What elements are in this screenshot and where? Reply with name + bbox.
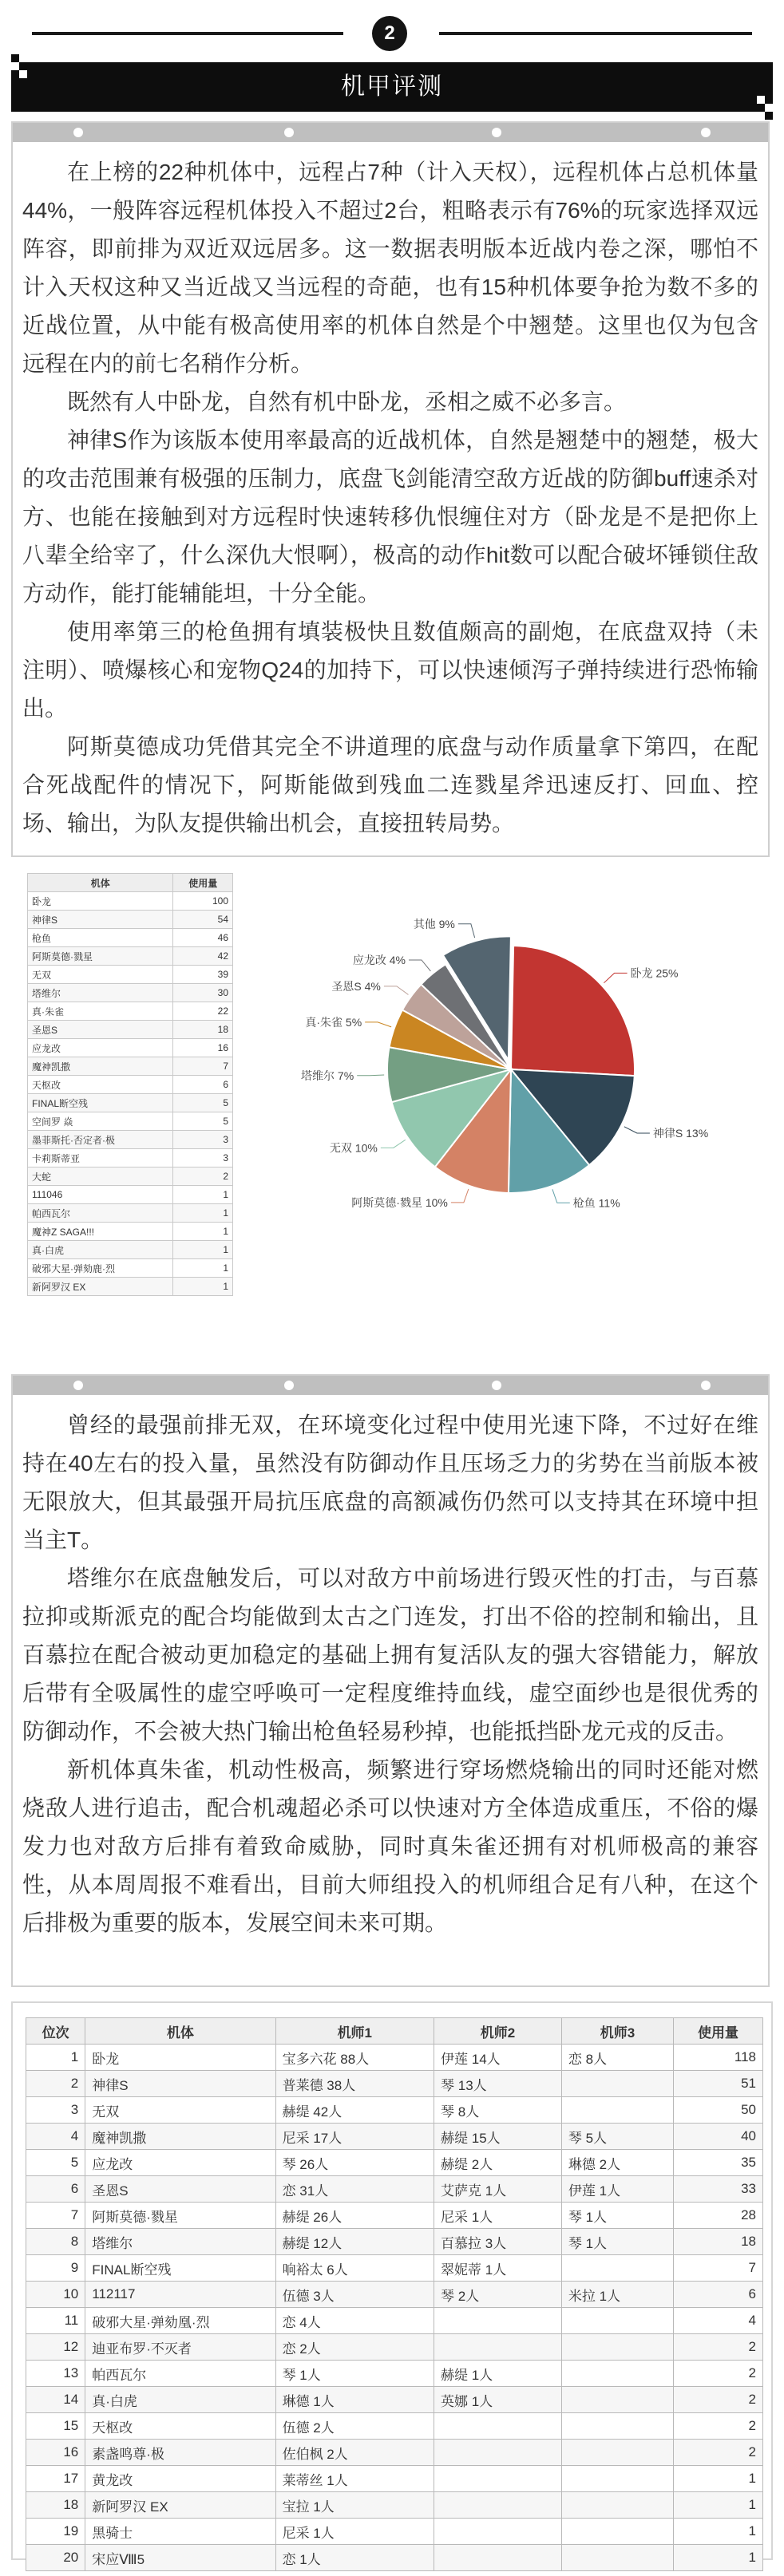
usage-cell: 7 <box>674 2255 763 2282</box>
mech-cell: 天枢改 <box>85 2413 275 2440</box>
usage-cell: 118 <box>674 2045 763 2071</box>
pie-slice <box>511 946 635 1076</box>
mech-cell: 应龙改 <box>85 2150 275 2176</box>
pilot2-cell: 艾萨克 1人 <box>434 2176 562 2203</box>
usage-cell: 1 <box>674 2545 763 2571</box>
table-row <box>28 1057 233 1076</box>
rank-cell: 17 <box>26 2466 85 2492</box>
usage-cell: 1 <box>674 2492 763 2519</box>
mech-name-cell: 空间罗 焱 <box>28 1112 173 1131</box>
pixel-decor <box>765 112 773 120</box>
table-row <box>28 929 233 947</box>
pilot2-cell: 英娜 1人 <box>434 2387 562 2413</box>
usage-cell: 18 <box>173 1021 233 1039</box>
mech-name-cell: 墨菲斯托·否定者·极 <box>28 1131 173 1149</box>
pilot1-cell: 赫缇 26人 <box>275 2203 434 2229</box>
usage-cell: 2 <box>674 2361 763 2387</box>
pilot2-cell <box>434 2466 562 2492</box>
pilot3-cell <box>561 2387 673 2413</box>
band-dot <box>701 1381 711 1390</box>
pilot2-cell <box>434 2334 562 2361</box>
mech-cell: 112117 <box>85 2282 275 2308</box>
table-row <box>28 1204 233 1223</box>
usage-table-body <box>28 892 233 1296</box>
usage-cell: 1 <box>674 2466 763 2492</box>
column-header: 位次 <box>26 2018 85 2045</box>
usage-cell: 1 <box>173 1223 233 1241</box>
pie-label: 塔维尔 7% <box>301 1069 354 1082</box>
table-row <box>28 947 233 966</box>
ranking-table <box>26 2017 763 2571</box>
pilot3-cell <box>561 2255 673 2282</box>
rank-cell: 1 <box>26 2045 85 2071</box>
pie-label: 圣恩S 4% <box>331 979 381 993</box>
table-row <box>28 892 233 911</box>
rank-cell: 10 <box>26 2282 85 2308</box>
pie-label: 应龙改 4% <box>352 953 406 966</box>
usage-cell: 6 <box>674 2282 763 2308</box>
usage-cell: 16 <box>173 1039 233 1057</box>
pilot3-cell: 米拉 1人 <box>561 2282 673 2308</box>
mech-cell: 素盏鸣尊·极 <box>85 2440 275 2466</box>
band-dot <box>284 1381 294 1390</box>
table-row <box>28 1223 233 1241</box>
pilot1-cell: 伍德 3人 <box>275 2282 434 2308</box>
usage-cell: 4 <box>674 2308 763 2334</box>
usage-cell: 39 <box>173 966 233 984</box>
pilot1-cell: 琴 26人 <box>275 2150 434 2176</box>
pie-leader-line <box>604 973 627 982</box>
table-row <box>26 2045 763 2071</box>
pilot3-cell: 伊莲 1人 <box>561 2176 673 2203</box>
mech-name-cell: 魔神Z SAGA!!! <box>28 1223 173 1241</box>
mech-cell: 黄龙改 <box>85 2466 275 2492</box>
pilot3-cell <box>561 2545 673 2571</box>
column-header: 机师2 <box>434 2018 562 2045</box>
pie-leader-line <box>624 1127 650 1133</box>
table-row <box>28 1167 233 1186</box>
usage-cell: 35 <box>674 2150 763 2176</box>
usage-cell: 54 <box>173 911 233 929</box>
analysis-frame <box>11 1374 770 1987</box>
rank-cell: 5 <box>26 2150 85 2176</box>
table-row <box>26 2440 763 2466</box>
pilot2-cell <box>434 2519 562 2545</box>
usage-cell: 2 <box>173 1167 233 1186</box>
mech-name-cell: 新阿罗汉 EX <box>28 1278 173 1296</box>
pilot1-cell: 赫缇 12人 <box>275 2229 434 2255</box>
pilot2-cell <box>434 2413 562 2440</box>
section-marker <box>0 0 784 64</box>
table-row <box>28 1149 233 1167</box>
usage-cell: 18 <box>674 2229 763 2255</box>
pie-leader-line <box>381 1140 406 1148</box>
band-dot <box>492 128 501 137</box>
rank-cell: 9 <box>26 2255 85 2282</box>
mech-cell: 黑骑士 <box>85 2519 275 2545</box>
pilot1-cell: 琳德 1人 <box>275 2387 434 2413</box>
mech-name-cell: 圣恩S <box>28 1021 173 1039</box>
mech-name-cell: 真·白虎 <box>28 1241 173 1259</box>
pilot1-cell: 恋 2人 <box>275 2334 434 2361</box>
table-row <box>26 2282 763 2308</box>
usage-cell: 5 <box>173 1112 233 1131</box>
pixel-decor <box>11 62 19 70</box>
usage-cell: 46 <box>173 929 233 947</box>
pilot3-cell <box>561 2071 673 2097</box>
mech-cell: 真·白虎 <box>85 2387 275 2413</box>
usage-cell: 33 <box>674 2176 763 2203</box>
mech-cell: 帕西瓦尔 <box>85 2361 275 2387</box>
usage-cell: 100 <box>173 892 233 911</box>
pie-label: 枪鱼 11% <box>572 1196 620 1210</box>
rank-cell: 13 <box>26 2361 85 2387</box>
mech-name-cell: 应龙改 <box>28 1039 173 1057</box>
rank-cell: 6 <box>26 2176 85 2203</box>
rank-cell: 19 <box>26 2519 85 2545</box>
mech-cell: 迪亚布罗·不灭者 <box>85 2334 275 2361</box>
usage-cell: 1 <box>173 1259 233 1278</box>
paragraph: 既然有人中卧龙，自然有机中卧龙，丞相之威不必多言。 <box>67 389 627 414</box>
pilot2-cell: 赫缇 15人 <box>434 2124 562 2150</box>
mech-cell: 魔神凯撒 <box>85 2124 275 2150</box>
pilot1-cell: 尼采 17人 <box>275 2124 434 2150</box>
mech-cell: 新阿罗汉 EX <box>85 2492 275 2519</box>
table-row <box>28 1112 233 1131</box>
pie-label: 卧龙 25% <box>630 966 679 980</box>
pilot2-cell: 尼采 1人 <box>434 2203 562 2229</box>
pie-leader-line <box>451 1189 469 1203</box>
rank-cell: 4 <box>26 2124 85 2150</box>
mech-name-cell: 天枢改 <box>28 1076 173 1094</box>
pie-leader-line <box>384 986 409 995</box>
mech-name-cell: 卡莉斯蒂亚 <box>28 1149 173 1167</box>
table-row <box>28 1186 233 1204</box>
usage-cell: 2 <box>674 2413 763 2440</box>
table-row <box>28 984 233 1002</box>
table-row <box>28 1241 233 1259</box>
table-row <box>26 2176 763 2203</box>
pilot1-cell: 恋 4人 <box>275 2308 434 2334</box>
section-number: 2 <box>372 16 407 51</box>
column-header: 机体 <box>28 874 173 892</box>
pilot1-cell: 恋 1人 <box>275 2545 434 2571</box>
rank-cell: 18 <box>26 2492 85 2519</box>
usage-cell: 3 <box>173 1131 233 1149</box>
rank-cell: 8 <box>26 2229 85 2255</box>
rank-cell: 14 <box>26 2387 85 2413</box>
pixel-decor <box>11 54 19 62</box>
usage-cell: 1 <box>173 1186 233 1204</box>
usage-cell: 6 <box>173 1076 233 1094</box>
usage-cell: 30 <box>173 984 233 1002</box>
band-dot <box>701 128 711 137</box>
table-row <box>26 2071 763 2097</box>
section-title: 机甲评测 <box>11 62 773 112</box>
column-header: 机师3 <box>561 2018 673 2045</box>
usage-cell: 5 <box>173 1094 233 1112</box>
divider-left <box>32 32 343 35</box>
usage-cell: 3 <box>173 1149 233 1167</box>
table-row <box>26 2413 763 2440</box>
pilot1-cell: 恋 31人 <box>275 2176 434 2203</box>
band-dot <box>284 128 294 137</box>
pilot1-cell: 响裕太 6人 <box>275 2255 434 2282</box>
usage-cell: 42 <box>173 947 233 966</box>
mech-name-cell: 真·朱雀 <box>28 1002 173 1021</box>
pilot3-cell <box>561 2334 673 2361</box>
pie-label: 阿斯莫德·戮星 10% <box>351 1195 448 1209</box>
usage-table <box>27 873 233 1296</box>
pilot3-cell: 琴 1人 <box>561 2203 673 2229</box>
column-header: 使用量 <box>173 874 233 892</box>
pixel-decor <box>765 104 773 112</box>
pilot3-cell <box>561 2413 673 2440</box>
table-row <box>26 2097 763 2124</box>
table-row <box>26 2308 763 2334</box>
table-row <box>26 2361 763 2387</box>
pilot3-cell <box>561 2492 673 2519</box>
usage-pie-chart <box>271 878 766 1253</box>
usage-cell: 2 <box>674 2334 763 2361</box>
table-row <box>26 2492 763 2519</box>
pilot2-cell: 琴 2人 <box>434 2282 562 2308</box>
table-row <box>26 2229 763 2255</box>
table-row <box>28 1278 233 1296</box>
pilot2-cell: 翠妮蒂 1人 <box>434 2255 562 2282</box>
column-header: 使用量 <box>674 2018 763 2045</box>
table-row <box>28 966 233 984</box>
rank-cell: 12 <box>26 2334 85 2361</box>
rank-cell: 16 <box>26 2440 85 2466</box>
rank-cell: 2 <box>26 2071 85 2097</box>
usage-cell: 1 <box>674 2519 763 2545</box>
paragraph: 使用率第三的枪鱼拥有填装极快且数值颇高的副炮，在底盘双持（未注明）、喷爆核心和宠物Q24的加持下，可以快速倾泻子弹持续进行恐怖输出。 <box>22 619 758 721</box>
table-row <box>28 1094 233 1112</box>
pilot3-cell <box>561 2440 673 2466</box>
pilot1-cell: 宝多六花 88人 <box>275 2045 434 2071</box>
mech-name-cell: 帕西瓦尔 <box>28 1204 173 1223</box>
table-row <box>28 1259 233 1278</box>
usage-cell: 7 <box>173 1057 233 1076</box>
mech-cell: FINAL断空残 <box>85 2255 275 2282</box>
pie-leader-line <box>409 960 430 971</box>
usage-cell: 1 <box>173 1278 233 1296</box>
rank-cell: 11 <box>26 2308 85 2334</box>
usage-cell: 1 <box>173 1241 233 1259</box>
table-row <box>26 2387 763 2413</box>
pilot2-cell: 琴 8人 <box>434 2097 562 2124</box>
mech-name-cell: FINAL断空残 <box>28 1094 173 1112</box>
usage-cell: 51 <box>674 2071 763 2097</box>
mech-cell: 阿斯莫德·戮星 <box>85 2203 275 2229</box>
pie-leader-line <box>357 1075 384 1076</box>
pie-leader-line <box>458 924 475 938</box>
pilot1-cell: 宝拉 1人 <box>275 2492 434 2519</box>
pilot2-cell <box>434 2440 562 2466</box>
mech-name-cell: 无双 <box>28 966 173 984</box>
pie-label: 神律S 13% <box>652 1126 709 1140</box>
pie-leader-line <box>365 1022 391 1027</box>
pie-label: 其他 9% <box>413 917 455 930</box>
mech-cell: 破邪大星·弹劾凰·烈 <box>85 2308 275 2334</box>
paragraph: 塔维尔在底盘触发后，可以对敌方中前场进行毁灭性的打击，与百慕拉抑或斯派克的配合均能做到太古之门连发，打出不俗的控制和输出，且百慕拉在配合被动更加稳定的基础上拥有复活队友的强大容错能力，解放后带有全吸属性的虚空呼唤可一定程度维持血线，虚空面纱也是很优秀的防御动作，不会被大热门输出枪鱼轻易秒掉，也能抵挡卧龙元戎的反击。 <box>22 1566 758 1744</box>
pilot1-cell: 佐伯枫 2人 <box>275 2440 434 2466</box>
frame-band <box>13 1376 768 1395</box>
pie-leader-line <box>552 1189 570 1203</box>
pilot3-cell <box>561 2097 673 2124</box>
pilot1-cell: 尼采 1人 <box>275 2519 434 2545</box>
mech-cell: 宋应Ⅷ5 <box>85 2545 275 2571</box>
mech-name-cell: 神律S <box>28 911 173 929</box>
pie-label: 真·朱雀 5% <box>305 1015 362 1029</box>
column-header: 机体 <box>85 2018 275 2045</box>
pilot3-cell: 琴 1人 <box>561 2229 673 2255</box>
rank-cell: 3 <box>26 2097 85 2124</box>
pilot1-cell: 琴 1人 <box>275 2361 434 2387</box>
mech-cell: 无双 <box>85 2097 275 2124</box>
table-row <box>28 1039 233 1057</box>
usage-cell: 50 <box>674 2097 763 2124</box>
divider-right <box>439 32 752 35</box>
usage-cell: 2 <box>674 2387 763 2413</box>
pilot3-cell: 琴 5人 <box>561 2124 673 2150</box>
mech-cell: 圣恩S <box>85 2176 275 2203</box>
mech-name-cell: 魔神凯撒 <box>28 1057 173 1076</box>
mech-name-cell: 111046 <box>28 1186 173 1204</box>
frame-band <box>13 123 768 142</box>
pilot3-cell: 琳德 2人 <box>561 2150 673 2176</box>
usage-cell: 40 <box>674 2124 763 2150</box>
pilot1-cell: 伍德 2人 <box>275 2413 434 2440</box>
table-row <box>26 2124 763 2150</box>
intro-frame <box>11 121 770 857</box>
band-dot <box>73 1381 83 1390</box>
pixel-decor <box>19 70 27 78</box>
usage-cell: 28 <box>674 2203 763 2229</box>
rank-cell: 15 <box>26 2413 85 2440</box>
table-row <box>28 1131 233 1149</box>
table-row <box>28 1021 233 1039</box>
pilot1-cell: 普莱德 38人 <box>275 2071 434 2097</box>
pilot2-cell <box>434 2308 562 2334</box>
pilot2-cell: 赫缇 2人 <box>434 2150 562 2176</box>
pilot3-cell <box>561 2308 673 2334</box>
pilot2-cell: 百慕拉 3人 <box>434 2229 562 2255</box>
ranking-table-body <box>26 2045 763 2571</box>
column-header: 机师1 <box>275 2018 434 2045</box>
pilot1-cell: 莱蒂丝 1人 <box>275 2466 434 2492</box>
pilot2-cell <box>434 2492 562 2519</box>
pilot2-cell: 赫缇 1人 <box>434 2361 562 2387</box>
table-row <box>26 2466 763 2492</box>
pilot2-cell: 琴 13人 <box>434 2071 562 2097</box>
mech-name-cell: 大蛇 <box>28 1167 173 1186</box>
mech-cell: 卧龙 <box>85 2045 275 2071</box>
mech-name-cell: 破邪大星·弹劾鹿·烈 <box>28 1259 173 1278</box>
mech-cell: 神律S <box>85 2071 275 2097</box>
paragraph: 阿斯莫德成功凭借其完全不讲道理的底盘与动作质量拿下第四，在配合死战配件的情况下，阿斯能做到残血二连戮星斧迅速反打、回血、控场、输出，为队友提供输出机会，直接扭转局势。 <box>22 734 758 836</box>
paragraph: 神律S作为该版本使用率最高的近战机体，自然是翘楚中的翘楚，极大的攻击范围兼有极强的压制力，底盘飞剑能清空敌方近战的防御buff速杀对方、也能在接触到对方远程时快速转移仇恨缠住对方（卧龙是不是把你上八辈全给宰了，什么深仇大恨啊），极高的动作hit数可以配合破坏锤锁住敌方动作，能打能辅能坦，十分全能。 <box>22 428 758 606</box>
paragraph: 曾经的最强前排无双，在环境变化过程中使用光速下降，不过好在维持在40左右的投入量，虽然没有防御动作且压场乏力的劣势在当前版本被无限放大，但其最强开局抗压底盘的高额减伤仍然可以支持其在环境中担当主T。 <box>22 1412 758 1552</box>
table-row <box>28 1076 233 1094</box>
rank-cell: 7 <box>26 2203 85 2229</box>
table-row <box>26 2150 763 2176</box>
table-row <box>26 2334 763 2361</box>
table-row <box>26 2255 763 2282</box>
pilot3-cell <box>561 2519 673 2545</box>
rank-cell: 20 <box>26 2545 85 2571</box>
pilot2-cell: 伊莲 14人 <box>434 2045 562 2071</box>
pilot3-cell: 恋 8人 <box>561 2045 673 2071</box>
table-row <box>28 911 233 929</box>
pilot2-cell <box>434 2545 562 2571</box>
mech-name-cell: 枪鱼 <box>28 929 173 947</box>
mech-name-cell: 塔维尔 <box>28 984 173 1002</box>
usage-cell: 1 <box>173 1204 233 1223</box>
paragraph: 在上榜的22种机体中，远程占7种（计入天权），远程机体占总机体量44%，一般阵容远程机体投入不超过2台，粗略表示有76%的玩家选择双远阵容，即前排为双近双远居多。这一数据表明版本近战内卷之深，哪怕不计入天权这种又当近战又当远程的奇葩，也有15种机体要争抢为数不多的近战位置，从中能有极高使用率的机体自然是个中翘楚。这里也仅为包含远程在内的前七名稍作分析。 <box>22 160 758 376</box>
table-row <box>26 2519 763 2545</box>
mech-cell: 塔维尔 <box>85 2229 275 2255</box>
pilot1-cell: 赫缇 42人 <box>275 2097 434 2124</box>
band-dot <box>73 128 83 137</box>
pie-svg <box>271 878 766 1253</box>
band-dot <box>492 1381 501 1390</box>
analysis-text <box>13 1395 768 1950</box>
usage-cell: 2 <box>674 2440 763 2466</box>
mech-name-cell: 阿斯莫德·戮星 <box>28 947 173 966</box>
mech-name-cell: 卧龙 <box>28 892 173 911</box>
pilot3-cell <box>561 2361 673 2387</box>
pilot3-cell <box>561 2466 673 2492</box>
intro-text <box>13 142 768 851</box>
pixel-decor <box>757 96 765 104</box>
table-row <box>26 2203 763 2229</box>
paragraph: 新机体真朱雀，机动性极高，频繁进行穿场燃烧输出的同时还能对燃烧敌人进行追击，配合机魂超必杀可以快速对方全体造成重压，不俗的爆发力也对敌方后排有着致命威胁，同时真朱雀还拥有对机师极高的兼容性，从本周周报不难看出，目前大师组投入的机师组合足有八种，在这个后排极为重要的版本，发展空间未来可期。 <box>22 1757 758 1935</box>
pie-label: 无双 10% <box>329 1141 378 1155</box>
table-row <box>26 2545 763 2571</box>
usage-cell: 22 <box>173 1002 233 1021</box>
table-row <box>28 1002 233 1021</box>
